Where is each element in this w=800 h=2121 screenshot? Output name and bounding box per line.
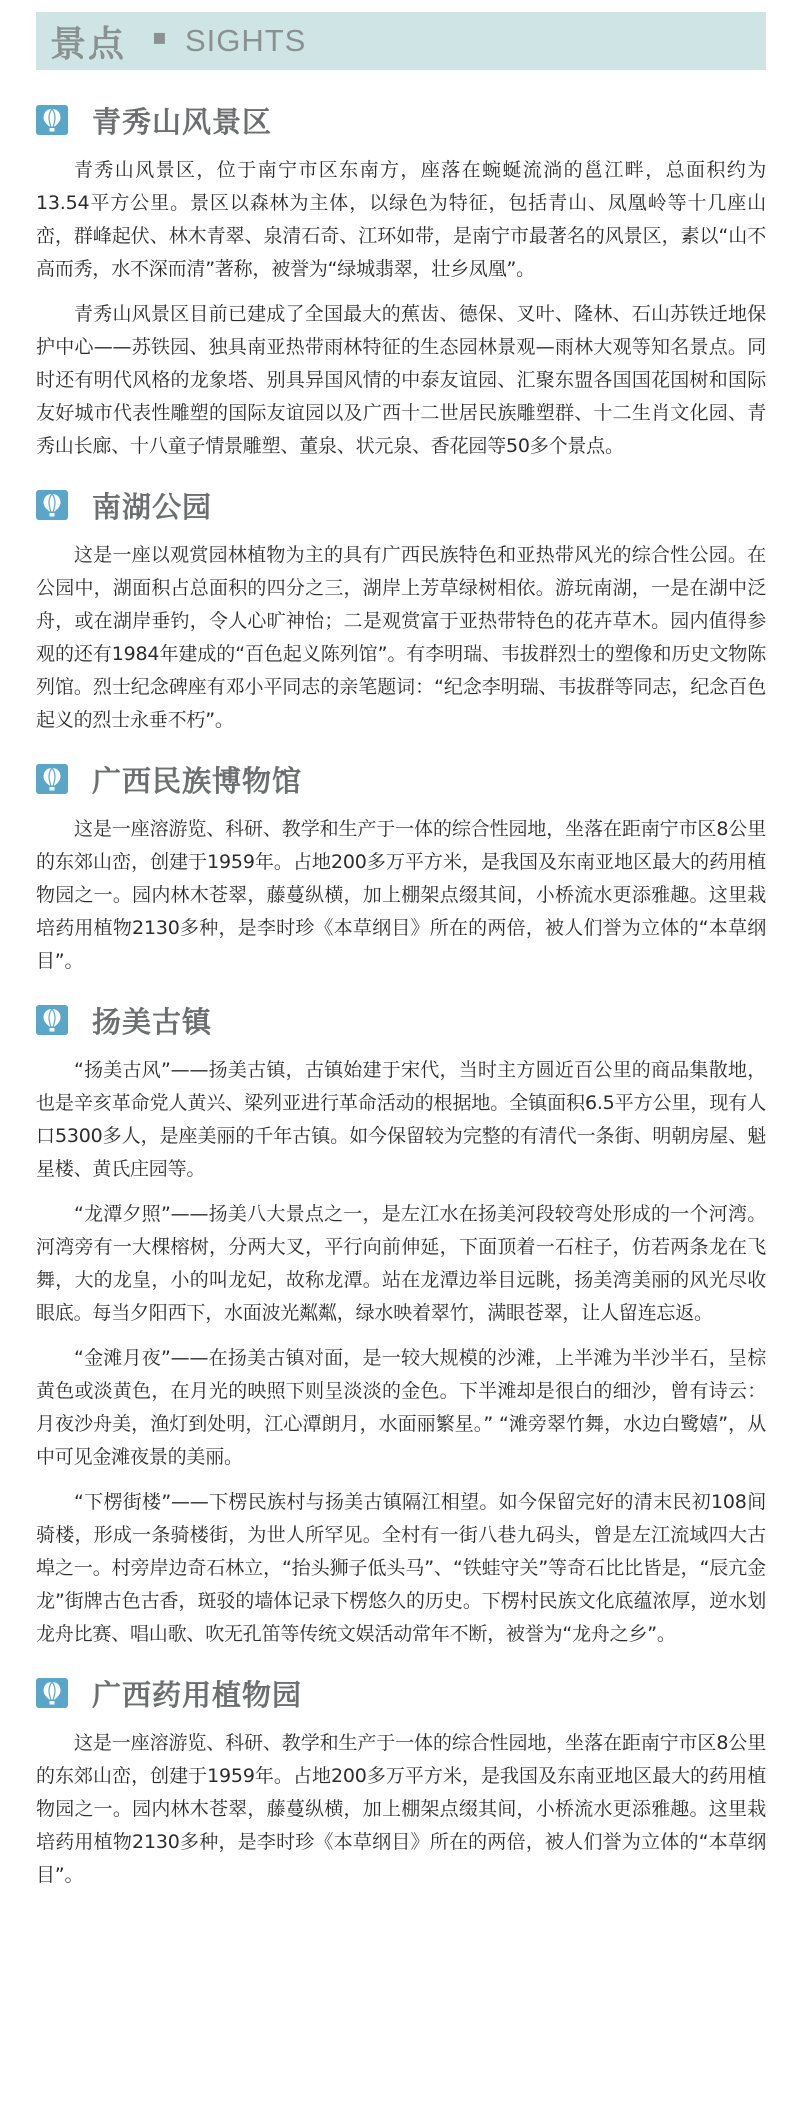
section-title: 青秀山风景区 (92, 104, 273, 139)
section-body (36, 813, 766, 978)
section-body (36, 539, 766, 737)
sections-list (36, 100, 766, 1892)
banner-subtitle: SIGHTS (184, 23, 307, 58)
section-title: 扬美古镇 (92, 1004, 213, 1039)
sight-section (36, 1673, 766, 1892)
sight-section (36, 1000, 766, 1651)
sight-section (36, 759, 766, 978)
section-paragraph: 青秀山风景区目前已建成了全国最大的蕉齿、德保、叉叶、隆林、石山苏铁迁地保护中心——苏铁园、独具南亚热带雨林特征的生态园林景观—雨林大观等知名景点。同时还有明代风格的龙象塔、别具异国风情的中泰友谊园、汇聚东盟各国国花国树和国际友好城市代表性雕塑的国际友谊园以及广西十二世居民族雕塑群、十二生肖文化园、青秀山长廊、十八童子情景雕塑、董泉、状元泉、香花园等50多个景点。 (36, 303, 766, 457)
section-header (36, 759, 766, 799)
section-header (36, 485, 766, 525)
banner-title: 景点 (50, 23, 127, 65)
sights-banner (36, 12, 766, 70)
section-title: 广西民族博物馆 (92, 763, 303, 798)
hot-air-balloon-icon (36, 490, 68, 520)
hot-air-balloon-icon (36, 1678, 68, 1708)
section-header (36, 1000, 766, 1040)
hot-air-balloon-icon (36, 1005, 68, 1035)
section-paragraph: 青秀山风景区，位于南宁市区东南方，座落在蜿蜒流淌的邕江畔，总面积约为13.54平方公里。景区以森林为主体，以绿色为特征，包括青山、凤凰岭等十几座山峦，群峰起伏、林木青翠、泉清石奇、江环如带，是南宁市最著名的风景区，素以“山不高而秀，水不深而清”著称，被誉为“绿城翡翠，壮乡凤凰”。 (36, 159, 766, 280)
section-header (36, 1673, 766, 1713)
section-header (36, 100, 766, 140)
sight-section (36, 100, 766, 463)
section-paragraph: “扬美古风”——扬美古镇，古镇始建于宋代，当时主方圆近百公里的商品集散地，也是辛亥革命党人黄兴、梁列亚进行革命活动的根据地。全镇面积6.5平方公里，现有人口5300多人，是座美丽的千年古镇。如今保留较为完整的有清代一条街、明朝房屋、魁星楼、黄氏庄园等。 (36, 1059, 766, 1180)
section-paragraph: 这是一座溶游览、科研、教学和生产于一体的综合性园地，坐落在距南宁市区8公里的东郊山峦，创建于1959年。占地200多万平方米，是我国及东南亚地区最大的药用植物园之一。园内林木苍翠，藤蔓纵横，加上棚架点缀其间，小桥流水更添雅趣。这里栽培药用植物2130多种，是李时珍《本草纲目》所在的两倍，被人们誉为立体的“本草纲目”。 (36, 1732, 766, 1886)
section-body (36, 154, 766, 463)
section-paragraph: “下楞街楼”——下楞民族村与扬美古镇隔江相望。如今保留完好的清末民初108间骑楼，形成一条骑楼街，为世人所罕见。全村有一街八巷九码头，曾是左江流域四大古埠之一。村旁岸边奇石林立，“抬头狮子低头马”、“铁蛙守关”等奇石比比皆是，“辰亢金龙”街牌古色古香，斑驳的墙体记录下楞悠久的历史。下楞村民族文化底蕴浓厚，逆水划龙舟比赛、唱山歌、吹无孔笛等传统文娱活动常年不断，被誉为“龙舟之乡”。 (36, 1491, 766, 1645)
section-title: 广西药用植物园 (92, 1677, 303, 1712)
banner-separator: ▪ (152, 24, 167, 50)
sight-section (36, 485, 766, 737)
hot-air-balloon-icon (36, 764, 68, 794)
section-paragraph: “龙潭夕照”——扬美八大景点之一，是左江水在扬美河段较弯处形成的一个河湾。河湾旁有一大棵榕树，分两大叉，平行向前伸延，下面顶着一石柱子，仿若两条龙在飞舞，大的龙皇，小的叫龙妃，故称龙潭。站在龙潭边举目远眺，扬美湾美丽的风光尽收眼底。每当夕阳西下，水面波光粼粼，绿水映着翠竹，满眼苍翠，让人留连忘返。 (36, 1203, 766, 1324)
section-title: 南湖公园 (92, 489, 213, 524)
section-paragraph: “金滩月夜”——在扬美古镇对面，是一较大规模的沙滩，上半滩为半沙半石，呈棕黄色或淡黄色，在月光的映照下则呈淡淡的金色。下半滩却是很白的细沙，曾有诗云：月夜沙舟美，渔灯到处明，江心潭朗月，水面丽繁星。” “滩旁翠竹舞，水边白鹭嬉”，从中可见金滩夜景的美丽。 (36, 1347, 766, 1468)
section-body (36, 1727, 766, 1892)
hot-air-balloon-icon (36, 105, 68, 135)
section-paragraph: 这是一座溶游览、科研、教学和生产于一体的综合性园地，坐落在距南宁市区8公里的东郊山峦，创建于1959年。占地200多万平方米，是我国及东南亚地区最大的药用植物园之一。园内林木苍翠，藤蔓纵横，加上棚架点缀其间，小桥流水更添雅趣。这里栽培药用植物2130多种，是李时珍《本草纲目》所在的两倍，被人们誉为立体的“本草纲目”。 (36, 818, 766, 972)
section-paragraph: 这是一座以观赏园林植物为主的具有广西民族特色和亚热带风光的综合性公园。在公园中，湖面积占总面积的四分之三，湖岸上芳草绿树相依。游玩南湖，一是在湖中泛舟，或在湖岸垂钓，令人心旷神怡；二是观赏富于亚热带特色的花卉草木。园内值得参观的还有1984年建成的“百色起义陈列馆”。有李明瑞、韦拔群烈士的塑像和历史文物陈列馆。烈士纪念碑座有邓小平同志的亲笔题词：“纪念李明瑞、韦拔群等同志，纪念百色起义的烈士永垂不朽”。 (36, 544, 766, 731)
section-body (36, 1054, 766, 1651)
